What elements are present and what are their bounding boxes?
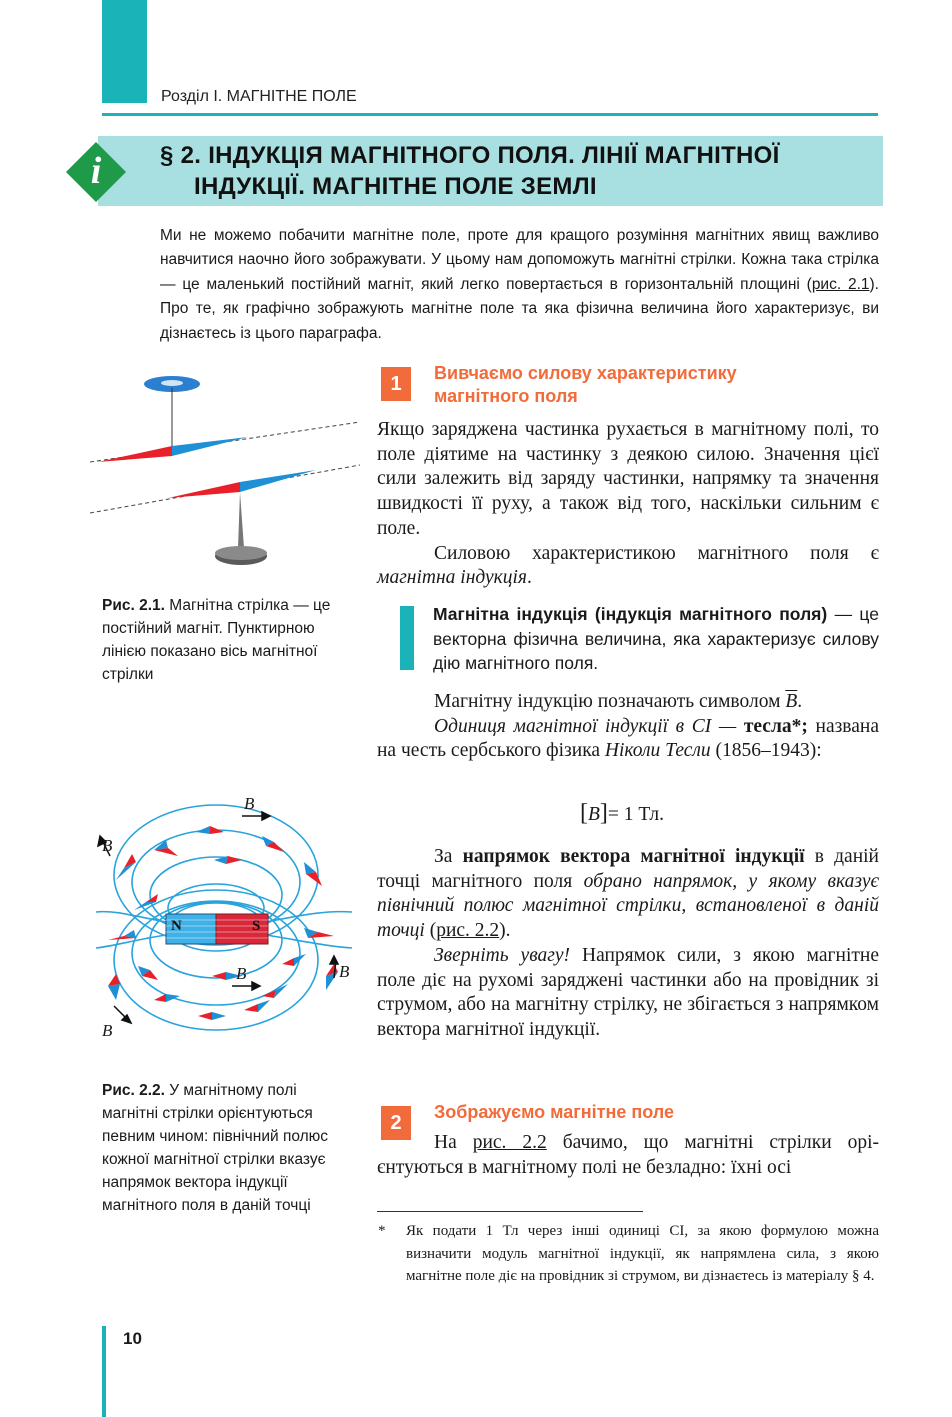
vector-b-label-4: B <box>339 962 350 981</box>
paragraph-depict: На рис. 2.2 бачимо, що магнітні стрілки орієнтуються в магнітному полі не безладно: їхні осі <box>377 1132 880 1178</box>
title-line-2: ІНДУКЦІЇ. МАГНІТНЕ ПОЛЕ ЗЕМЛІ <box>194 173 597 200</box>
figure-ref-2-2[interactable]: рис. 2.2 <box>436 920 500 942</box>
formula-tesla: [B]= 1 Тл. <box>580 800 664 826</box>
magnet-label-n: N <box>171 918 182 934</box>
top-accent-bar <box>102 0 147 103</box>
vector-b-label-3: B <box>236 964 247 983</box>
chapter-heading: Розділ I. МАГНІТНЕ ПОЛЕ <box>161 88 357 105</box>
figure-ref[interactable]: рис. 2.1 <box>811 275 870 293</box>
figure-2-1 <box>90 370 360 575</box>
page-title <box>160 140 880 202</box>
paragraph-unit: Одиниця магнітної індукції в СІ — тесла*; названа на честь сербського фізика Ніколи Тесли (1856–1943): <box>377 715 879 762</box>
symbol-b: $\overline{B}$ <box>785 691 798 712</box>
vector-b-label-2: B <box>102 836 113 855</box>
vector-b-label-5: B <box>102 1021 113 1040</box>
vector-b-label-1: B <box>244 794 255 813</box>
info-letter: i <box>90 150 102 192</box>
header-rule <box>102 113 878 116</box>
section-1-title: Вивчаємо силову характеристику магнітного поля <box>434 363 737 406</box>
definition-text: Магнітна індукція (індукція магнітного поля) — це векторна фізична величина, яка характеризує силову дію магнітного поля. <box>433 604 879 673</box>
paragraph-force: Якщо заряджена частинка рухається в магнітному полі, то поле діятиме на частинку з деякою силою. Значення цієї сили залежить від заряду частинки, напрямку та значення швидкості її руху, а також від того, наскільки сильним є поле. <box>377 419 879 539</box>
section-1-body-a <box>377 418 879 591</box>
footnote-rule <box>377 1211 643 1212</box>
figure-ref-2-2b[interactable]: рис. 2.2 <box>472 1132 547 1153</box>
paragraph-note: Зверніть увагу! Напрямок сили, з якою магнітне поле діє на рухомі заряджені частинки або на провідник зі струмом, або на магнітну стрілку, не збігається з напрямком вектора магнітної індукції. <box>377 944 879 1040</box>
section-2-number: 2 <box>381 1106 411 1140</box>
figure-2-1-caption: Рис. 2.1. Магнітна стрілка — це постійний магніт. Пунктирною лінією показано вісь магнітної стрілки <box>102 597 331 683</box>
section-1-number: 1 <box>381 367 411 401</box>
footnote-mark: * <box>378 1223 386 1239</box>
figure-2-2 <box>94 790 356 1048</box>
bottom-accent-bar <box>102 1326 106 1417</box>
section-1-body-c <box>377 845 879 1043</box>
info-diamond-icon <box>66 142 126 202</box>
section-1-body-b <box>377 690 879 764</box>
figure-2-2-caption: Рис. 2.2. У магнітному полі магнітні стрілки орієнтуються певним чином: північний полюс кожної магнітної стрілки вказує напрямок вектора індукції магнітного поля в даній точці <box>102 1082 329 1214</box>
intro-paragraph: Ми не можемо побачити магнітне поле, проте для кращого розуміння магнітних явищ важливо навчитися наочно його зображувати. У цьому нам допоможуть магнітні стрілки. Кожна така стрілка — це маленький постійний магніт, який легко повертається в горизонтальній площині (рис. 2.1). Про те, як графічно зображують магнітне поле та яка фізична величина його характеризує, ви дізнаєтесь із цього параграфа. <box>160 227 879 342</box>
page-number: 10 <box>123 1329 142 1348</box>
paragraph-symbol: Магнітну індукцію позначають символом $\overline{B}$. <box>434 691 803 712</box>
paragraph-characteristic: Силовою характеристикою магнітного поля є магнітна індукція. <box>377 542 879 589</box>
section-2-title: Зображуємо магнітне поле <box>434 1102 674 1122</box>
title-line-1: § 2. ІНДУКЦІЯ МАГНІТНОГО ПОЛЯ. ЛІНІЇ МАГНІТНОЇ <box>160 142 780 169</box>
magnet-label-s: S <box>252 918 261 934</box>
paragraph-direction: За напрямок вектора магнітної індукції в даній точці магнітного поля обрано напрямок, у якому вказує північний полюс магнітної стрілки, встановленої в даній точці (рис. 2.2). <box>377 846 880 942</box>
footnote-text: Як подати 1 Тл через інші одиниці СІ, за якою формулою можна визначити модуль магнітної індукції, як напрямлена сила, з якою магнітне поле діє на провідник зі струмом, ви дізнаєтесь із матеріалу § 4. <box>406 1223 879 1284</box>
definition-bar <box>400 606 414 670</box>
